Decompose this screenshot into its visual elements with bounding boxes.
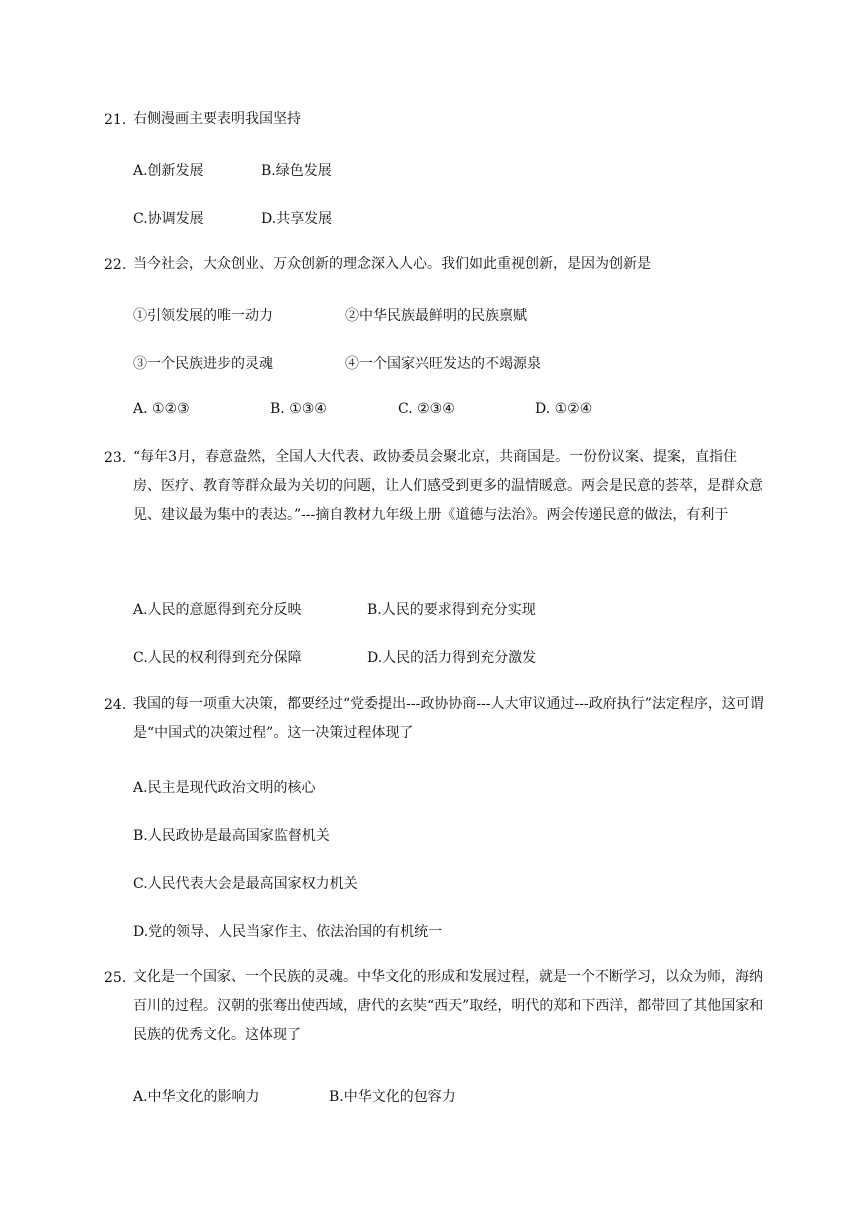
option-a: A.中华文化的影响力 — [133, 1089, 260, 1105]
option-b: B.绿色发展 — [261, 163, 332, 179]
option-b: B.人民的要求得到充分实现 — [367, 602, 536, 618]
option-b: B.中华文化的包容力 — [329, 1089, 456, 1105]
statement-3: ③一个民族进步的灵魂 — [133, 356, 273, 372]
option-c: C. ②③④ — [398, 401, 455, 417]
option-d: D.共享发展 — [261, 211, 333, 227]
question-stem: 我国的每一项重大决策，都要经过“党委提出---政协协商---人大审议通过---政府执行”法定程序，这可谓是“中国式的决策过程”。这一决策过程体现了 — [133, 696, 764, 741]
statement-4: ④一个国家兴旺发达的不竭源泉 — [345, 356, 541, 372]
option-d: D. ①②④ — [535, 401, 593, 417]
question-number: 22. — [104, 257, 127, 273]
option-b: B. ①③④ — [270, 401, 327, 417]
option-a: A.创新发展 — [133, 163, 204, 179]
option-c: C.人民的权利得到充分保障 — [133, 650, 302, 666]
option-a: A.人民的意愿得到充分反映 — [133, 602, 302, 618]
option-a: A. ①②③ — [133, 401, 190, 417]
question-number: 24. — [104, 697, 127, 713]
option-d: D.人民的活力得到充分激发 — [367, 650, 537, 666]
option-c: C.人民代表大会是最高国家权力机关 — [133, 876, 358, 892]
option-d: D.党的领导、人民当家作主、依法治国的有机统一 — [133, 924, 443, 940]
option-c: C.协调发展 — [133, 211, 204, 227]
question-number: 21. — [104, 112, 127, 128]
question-number: 25. — [104, 970, 127, 986]
statement-2: ②中华民族最鲜明的民族禀赋 — [345, 308, 527, 324]
option-b: B.人民政协是最高国家监督机关 — [133, 828, 330, 844]
question-stem: 右侧漫画主要表明我国坚持 — [133, 111, 301, 127]
question-stem: “每年3月，春意盎然，全国人大代表、政协委员会聚北京，共商国是。一份份议案、提案，直指住房、医疗、教育等群众最为关切的问题，让人们感受到更多的温情暖意。两会是民意的荟萃，是群众意见、建议最为集中的表达。”---摘自教材九年级上册《道德与法治》。两会传递民意的做法，有利于 — [133, 449, 763, 523]
option-a: A.民主是现代政治文明的核心 — [133, 780, 316, 796]
question-stem: 当今社会，大众创业、万众创新的理念深入人心。我们如此重视创新，是因为创新是 — [133, 256, 651, 272]
question-stem: 文化是一个国家、一个民族的灵魂。中华文化的形成和发展过程，就是一个不断学习，以众为师，海纳百川的过程。汉朝的张骞出使西域，唐代的玄奘“西天”取经，明代的郑和下西洋，都带回了其他国家和民族的优秀文化。这体现了 — [133, 969, 764, 1043]
statement-1: ①引领发展的唯一动力 — [133, 308, 273, 324]
question-number: 23. — [104, 450, 127, 466]
